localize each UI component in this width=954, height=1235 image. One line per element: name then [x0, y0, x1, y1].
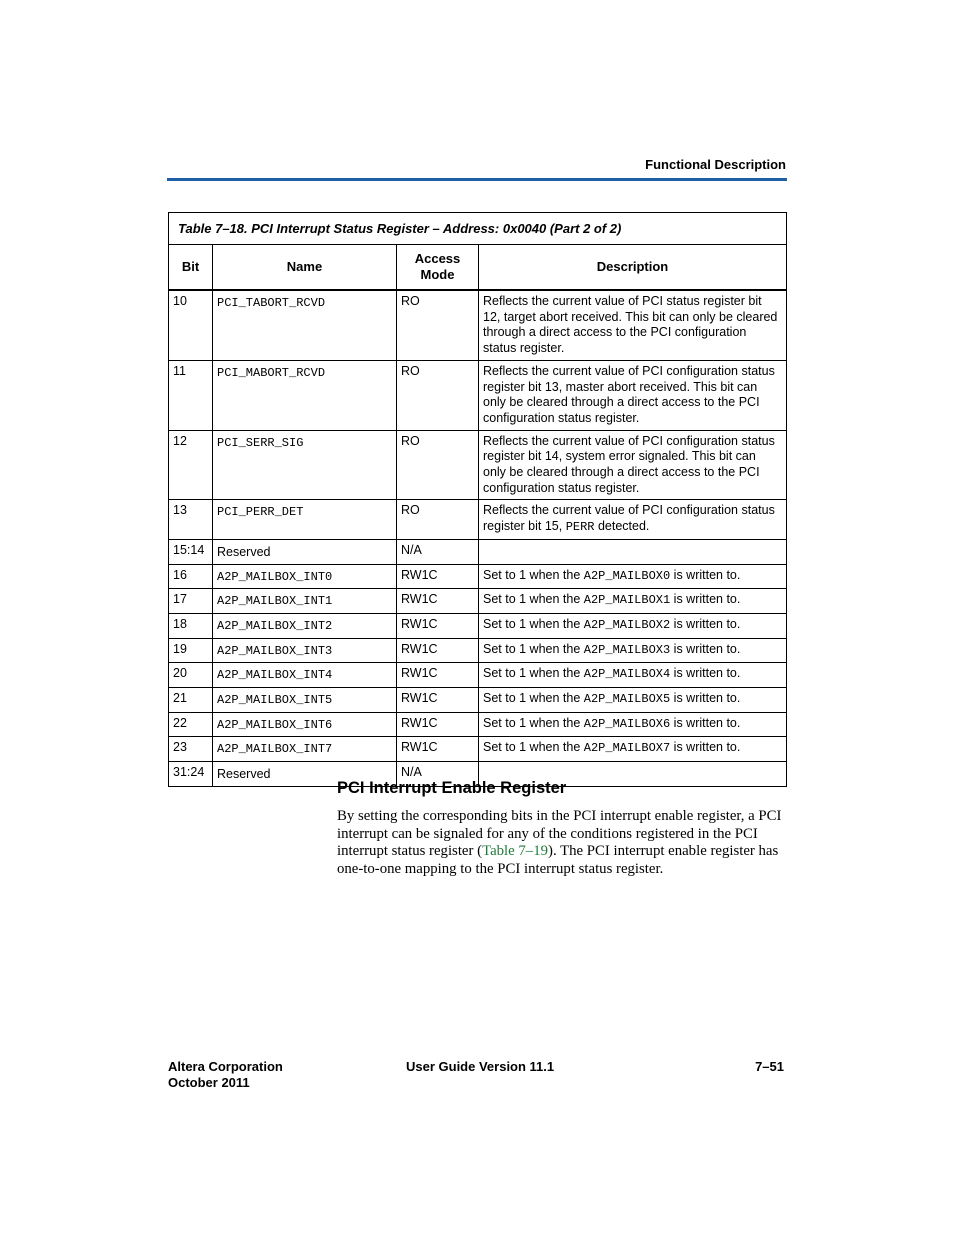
description-text: Set to 1 when the: [483, 567, 584, 582]
footer-guide-version: User Guide Version 11.1: [406, 1059, 555, 1074]
table-row: [169, 360, 787, 430]
footer-company: Altera Corporation: [168, 1059, 283, 1074]
description-text: is written to.: [670, 691, 741, 706]
cell-bit: 16: [169, 564, 213, 589]
table-row: [169, 290, 787, 360]
description-code: A2P_MAILBOX7: [583, 741, 671, 756]
cell-access-mode: RW1C: [397, 688, 479, 713]
cell-bit: 23: [169, 737, 213, 762]
description-code: A2P_MAILBOX5: [583, 692, 671, 707]
description-code: A2P_MAILBOX0: [583, 568, 671, 583]
description-text: is written to.: [670, 715, 741, 730]
description-code: A2P_MAILBOX1: [583, 593, 671, 608]
cell-access-mode: RO: [397, 500, 479, 539]
description-text: Set to 1 when the: [483, 691, 584, 706]
cell-access-mode: N/A: [397, 762, 479, 787]
description-text: is written to.: [670, 641, 741, 656]
cell-name: Reserved: [213, 762, 397, 787]
cell-description: [479, 430, 787, 500]
register-table: [168, 212, 787, 787]
cell-name: A2P_MAILBOX_INT6: [213, 712, 397, 737]
table-row: [169, 638, 787, 663]
cell-bit: 21: [169, 688, 213, 713]
cell-name: PCI_TABORT_RCVD: [213, 290, 397, 360]
table-row: [169, 589, 787, 614]
cell-name: A2P_MAILBOX_INT7: [213, 737, 397, 762]
description-code: A2P_MAILBOX6: [583, 716, 671, 731]
cell-description: [479, 663, 787, 688]
cell-bit: 10: [169, 290, 213, 360]
cell-description: [479, 564, 787, 589]
cell-description: [479, 613, 787, 638]
description-text: is written to.: [670, 592, 741, 607]
cell-description: [479, 500, 787, 539]
description-code: A2P_MAILBOX4: [583, 667, 671, 682]
description-text: is written to.: [670, 616, 741, 631]
cell-name: A2P_MAILBOX_INT3: [213, 638, 397, 663]
description-text: Set to 1 when the: [483, 666, 584, 681]
col-header-description: Description: [479, 245, 787, 291]
table-row: [169, 737, 787, 762]
cell-bit: 20: [169, 663, 213, 688]
description-text: Set to 1 when the: [483, 592, 584, 607]
cell-access-mode: RW1C: [397, 613, 479, 638]
table-row: [169, 613, 787, 638]
table-row: [169, 688, 787, 713]
description-text: Reflects the current value of PCI status register bit 12, target abort received. This bit can only be cleared through a direct access to the PCI configuration status register.: [483, 294, 778, 356]
description-text: Set to 1 when the: [483, 715, 584, 730]
cell-description: [479, 290, 787, 360]
cell-name: A2P_MAILBOX_INT5: [213, 688, 397, 713]
header-rule: [167, 178, 787, 181]
cell-description: [479, 688, 787, 713]
cell-name: A2P_MAILBOX_INT0: [213, 564, 397, 589]
cell-access-mode: RO: [397, 360, 479, 430]
cell-name: A2P_MAILBOX_INT1: [213, 589, 397, 614]
description-text: detected.: [594, 519, 650, 534]
footer-date: October 2011: [168, 1074, 250, 1090]
table-row: [169, 430, 787, 500]
cell-access-mode: RW1C: [397, 737, 479, 762]
footer-left: [168, 1059, 283, 1090]
table-row: [169, 564, 787, 589]
table-row: [169, 500, 787, 539]
cell-name: A2P_MAILBOX_INT2: [213, 613, 397, 638]
description-code: A2P_MAILBOX2: [583, 617, 671, 632]
cell-bit: 12: [169, 430, 213, 500]
running-header: Functional Description: [645, 157, 786, 172]
cell-name: A2P_MAILBOX_INT4: [213, 663, 397, 688]
cell-bit: 22: [169, 712, 213, 737]
cell-access-mode: N/A: [397, 539, 479, 564]
cell-bit: 11: [169, 360, 213, 430]
table-caption: Table 7–18. PCI Interrupt Status Register – Address: 0x0040 (Part 2 of 2): [169, 213, 787, 245]
table-body: [169, 290, 787, 786]
table-7-19-link[interactable]: Table 7–19: [482, 843, 549, 860]
description-code: A2P_MAILBOX3: [583, 642, 671, 657]
cell-description: [479, 638, 787, 663]
cell-access-mode: RO: [397, 290, 479, 360]
description-text: Set to 1 when the: [483, 641, 584, 656]
col-header-access-mode: Access Mode: [397, 245, 479, 291]
cell-name: Reserved: [213, 539, 397, 564]
description-text: Set to 1 when the: [483, 616, 584, 631]
description-text: Reflects the current value of PCI configuration status register bit 14, system error signaled. This bit can only be cleared through a direct access to the PCI configuration status register.: [483, 433, 775, 495]
cell-description: [479, 360, 787, 430]
paragraph-text-after: ). The PCI interrupt enable register has one-to-one mapping to the PCI interrupt status register.: [337, 843, 779, 878]
page-number: 7–51: [755, 1059, 784, 1074]
col-header-bit: Bit: [169, 245, 213, 291]
table-row: [169, 663, 787, 688]
cell-access-mode: RW1C: [397, 712, 479, 737]
cell-bit: 13: [169, 500, 213, 539]
cell-description: [479, 712, 787, 737]
cell-bit: 31:24: [169, 762, 213, 787]
cell-bit: 17: [169, 589, 213, 614]
cell-description: [479, 737, 787, 762]
cell-access-mode: RW1C: [397, 638, 479, 663]
cell-description: [479, 589, 787, 614]
section-paragraph: [337, 808, 787, 879]
paragraph-text-before: By setting the corresponding bits in the PCI interrupt enable register, a PCI interrupt can be signaled for any of the conditions registered in the PCI interrupt status register (: [337, 808, 782, 860]
col-header-name: Name: [213, 245, 397, 291]
cell-bit: 19: [169, 638, 213, 663]
cell-access-mode: RW1C: [397, 589, 479, 614]
cell-access-mode: RO: [397, 430, 479, 500]
cell-bit: 18: [169, 613, 213, 638]
cell-bit: 15:14: [169, 539, 213, 564]
cell-access-mode: RW1C: [397, 564, 479, 589]
description-text: Reflects the current value of PCI configuration status register bit 13, master abort received. This bit can only be cleared through a direct access to the PCI configuration status register.: [483, 363, 775, 425]
section-title: PCI Interrupt Enable Register: [337, 779, 567, 797]
description-text: is written to.: [670, 567, 741, 582]
description-text: is written to.: [670, 666, 741, 681]
table-row: [169, 539, 787, 564]
cell-name: PCI_PERR_DET: [213, 500, 397, 539]
description-text: Set to 1 when the: [483, 740, 584, 755]
description-code: PERR: [565, 520, 595, 535]
table-row: [169, 712, 787, 737]
cell-name: PCI_MABORT_RCVD: [213, 360, 397, 430]
description-text: is written to.: [670, 740, 741, 755]
cell-access-mode: RW1C: [397, 663, 479, 688]
cell-name: PCI_SERR_SIG: [213, 430, 397, 500]
cell-description: [479, 539, 787, 564]
description-text: Reflects the current value of PCI configuration status register bit 15,: [483, 503, 775, 534]
